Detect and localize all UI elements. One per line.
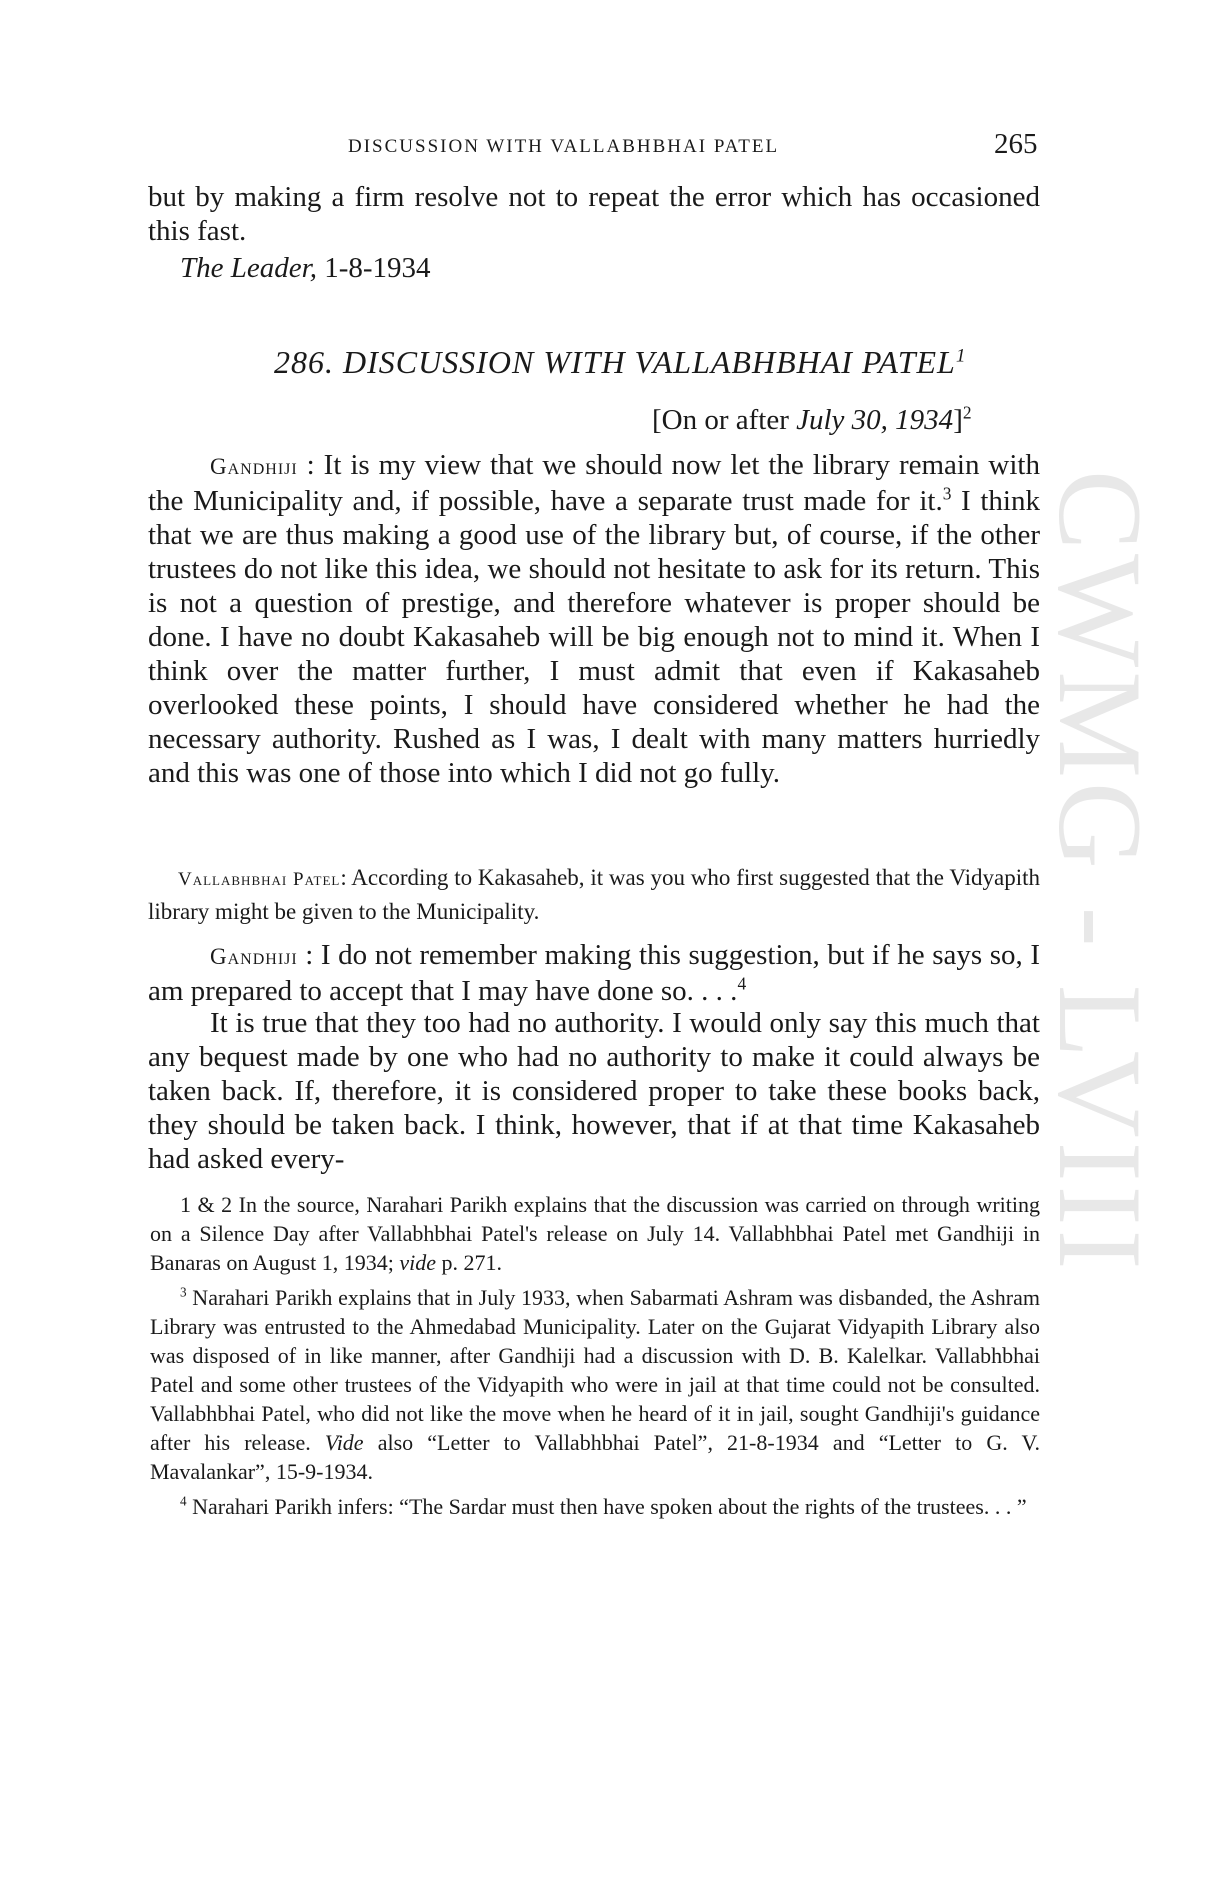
paragraph-text: I think that we are thus making a good use of the library but, of course, if the other trustees do not like this idea, we should not hesitate to ask for its return. This is not a question of prestige, and therefore whatever is proper should be done. I have no doubt Kakasaheb will be big enough not to mind it. When I think over the matter further, I must admit that even if Kakasaheb overlooked these points, I should have considered whether he had the necessary authority. Rushed as I was, I dealt with many matters hurriedly and this was one of those into which I did not go fully. [148,485,1040,789]
footnote-marker: 3 [180,1284,187,1300]
footnote-4 [150,1492,1040,1521]
footnote-ref-2: 2 [962,402,972,423]
patel-paragraph [148,862,1040,928]
dateline-prefix: [On or after [652,404,797,436]
running-head: DISCUSSION WITH VALLABHBHAI PATEL [348,136,780,157]
speaker-label: Gandhiji [210,944,298,969]
footnote-text: Narahari Parikh infers: “The Sardar must then have spoken about the rights of the trustees. . . ” [186,1494,1027,1519]
footnote-text: Narahari Parikh explains that in July 1933, when Sabarmati Ashram was disbanded, the Ashram Library was entrusted to the Ahmedabad Municipality. Later on the Gujarat Vidyapith Library also was disposed of in like manner, after Gandhiji had a discussion with D. B. Kalelkar. Vallabhbhai Patel and some other trustees of the Vidyapith who were in jail at that time could not be consulted. Vallabhbhai Patel, who did not like the move when he heard of it in jail, sought Gandhiji's guidance after his release. [150,1285,1040,1455]
speaker-label: Vallabhbhai Patel [178,869,341,890]
gandhiji-paragraph-3: It is true that they too had no authority. I would only say this much that any bequest made by one who had no authority to make it could always be taken back. If, therefore, it is considered proper to take these books back, they should be taken back. I think, however, that if at that time Kakasaheb had asked every- [148,1007,1040,1175]
gandhiji-paragraph-1 [148,448,1040,790]
section-title-text: 286. DISCUSSION WITH VALLABHBHAI PATEL [274,344,956,380]
paragraph-text: : It is my view that we should now let the library remain with the Municipality and, if possible, have a separate trust made for it. [148,449,1040,517]
continuation-paragraph: but by making a firm resolve not to repeat the error which has occasioned this fast. [148,181,1040,247]
gandhiji-paragraph-2 [148,938,1040,1008]
section-title [274,344,966,381]
footnote-ref-3: 3 [942,483,952,504]
footnote-text: In the source, Narahari Parikh explains that the discussion was carried on through writing on a Silence Day after Vallabhbhai Patel's release on July 14. Vallabhbhai Patel met Gandhiji in Banaras on August 1, 1934; [150,1192,1040,1275]
footnote-marker: 1 & 2 [180,1192,233,1217]
dateline [652,404,972,437]
page-number: 265 [994,128,1038,160]
footnote-text: p. 271. [435,1250,502,1275]
watermark: CWMG - LVIII [1034,470,1167,1274]
paragraph-text: : I do not remember making this suggestion, but if he says so, I am prepared to accept that I may have done so. . . . [148,939,1040,1007]
footnote-1-2 [150,1190,1040,1277]
footnote-ref-4: 4 [737,973,747,994]
source-date: 1-8-1934 [316,252,431,284]
footnote-text: vide [399,1250,436,1275]
footnote-text: also “Letter to Vallabhbhai Patel”, 21-8-1934 and “Letter to G. V. Mavalankar”, 15-9-1934. [150,1430,1041,1484]
footnote-text: Vide [324,1430,364,1455]
footnote-3 [150,1283,1040,1486]
source-publication: The Leader, [180,252,317,284]
footnote-ref-1: 1 [955,345,967,367]
dateline-date: July 30, 1934 [796,404,954,436]
footnote-marker: 4 [180,1493,187,1509]
dateline-suffix: ] [953,404,963,436]
paragraph-text: : According to Kakasaheb, it was you who first suggested that the Vidyapith library might be given to the Municipality. [148,865,1040,924]
footnotes [150,1190,1040,1521]
source-citation [180,252,431,285]
speaker-label: Gandhiji [210,454,298,479]
